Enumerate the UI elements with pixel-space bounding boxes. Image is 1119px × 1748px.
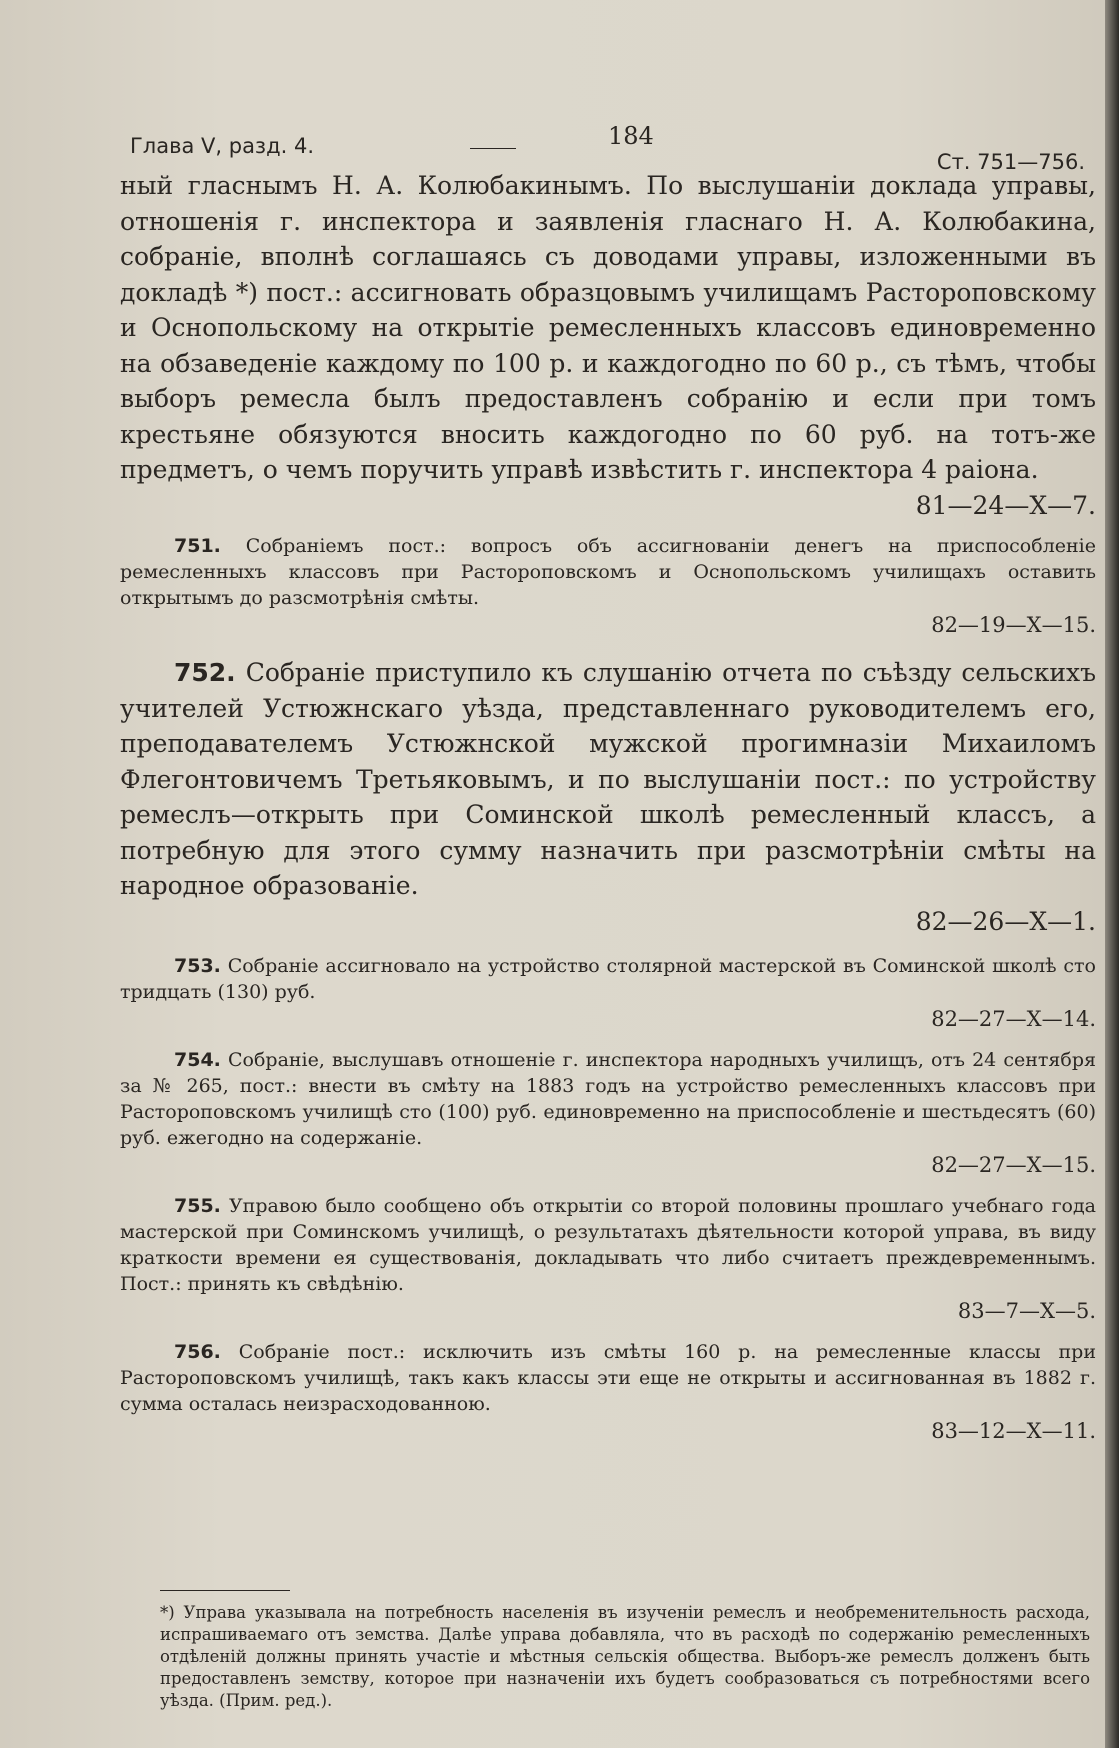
paragraph-756 bbox=[120, 1339, 1096, 1445]
page-number: 184 bbox=[608, 122, 654, 150]
paragraph-number: 755. bbox=[174, 1195, 221, 1217]
paragraph-number: 753. bbox=[174, 955, 221, 977]
intro-paragraph bbox=[120, 168, 1096, 523]
paragraph-reference: 82—27—X—14. bbox=[931, 1007, 1096, 1031]
intro-body: ный гласнымъ Н. А. Колюбакинымъ. По выслушаніи доклада управы, отношенія г. инспектора и заявленія гласнаго Н. А. Колюбакина, собраніе, вполнѣ соглашаясь съ доводами управы, изложенными въ докладѣ *) пост.: ассигновать образцовымъ училищамъ Растороповскому и Оснопольскому на открытіе ремесленныхъ классовъ единовременно на обзаведеніе каждому по 100 р. и каждогодно по 60 р., съ тѣмъ, чтобы выборъ ремесла былъ предоставленъ собранію и если при томъ крестьяне обязуются вносить каждогодно по 60 руб. на тотъ-же предметъ, о чемъ поручить управѣ извѣстить г. инспектора 4 раіона. bbox=[120, 171, 1096, 484]
paragraph-text: Собраніемъ пост.: вопросъ объ ассигнованіи денегъ на приспособленіе ремесленныхъ классовъ при Растороповскомъ и Оснопольскомъ училищахъ оставить открытымъ до разсмотрѣнія смѣты. bbox=[120, 535, 1096, 609]
paragraph-754 bbox=[120, 1047, 1096, 1179]
footnote-marker: *) bbox=[160, 1603, 175, 1622]
chapter-heading: Глава V, разд. 4. bbox=[130, 134, 315, 158]
paragraph-reference: 83—12—X—11. bbox=[931, 1419, 1096, 1443]
paragraph-753 bbox=[120, 953, 1096, 1033]
paragraph-reference: 82—26—X—1. bbox=[915, 906, 1096, 936]
paragraph-number: 752. bbox=[174, 658, 236, 687]
paragraph-752 bbox=[120, 655, 1096, 939]
book-spine-shadow bbox=[1105, 0, 1119, 1748]
footnote bbox=[160, 1602, 1090, 1712]
paragraph-text: Управою было сообщено объ открытіи со второй половины прошлаго учебнаго года мастерской при Соминскомъ училищѣ, о результатахъ дѣятельности которой управа, въ виду краткости времени ея существованія, докладывать что либо считаетъ преждевременнымъ. Пост.: принять къ свѣдѣнію. bbox=[120, 1195, 1096, 1295]
paragraph-751 bbox=[120, 533, 1096, 639]
paragraph-reference: 82—19—X—15. bbox=[931, 613, 1096, 637]
paragraph-reference: 83—7—X—5. bbox=[957, 1299, 1096, 1323]
intro-reference: 81—24—X—7. bbox=[915, 490, 1096, 520]
paragraph-text: Собраніе ассигновало на устройство столярной мастерской въ Соминской школѣ сто тридцать (130) руб. bbox=[120, 955, 1096, 1003]
paragraph-text: Собраніе приступило къ слушанію отчета по съѣзду сельскихъ учителей Устюжнскаго уѣзда, представленнаго руководителемъ его, преподавателемъ Устюжнской мужской прогимназіи Михаиломъ Флегонтовичемъ Третьяковымъ, и по выслушаніи пост.: по устройству ремеслъ—открыть при Соминской школѣ ремесленный классъ, а потребную для этого сумму назначить при разсмотрѣніи смѣты на народное образованіе. bbox=[120, 658, 1097, 900]
page-body bbox=[120, 168, 1096, 1445]
paragraph-755 bbox=[120, 1193, 1096, 1325]
paragraph-text: Собраніе пост.: исключить изъ смѣты 160 р. на ремесленные классы при Растороповскомъ училищѣ, такъ какъ классы эти еще не открыты и ассигнованная въ 1882 г. сумма осталась неизрасходованною. bbox=[120, 1341, 1096, 1415]
paragraph-reference: 82—27—X—15. bbox=[931, 1153, 1096, 1177]
paragraph-number: 756. bbox=[174, 1341, 221, 1363]
intro-text bbox=[120, 168, 1096, 523]
paragraph-number: 754. bbox=[174, 1049, 221, 1071]
footnote-text: Управа указывала на потребность населенія въ изученіи ремеслъ и необременительность расхода, испрашиваемаго отъ земства. Далѣе управа добавляла, что въ расходѣ по содержанію ремесленныхъ отдѣленій должны принять участіе и мѣстныя сельскія общества. Выборъ-же ремеслъ долженъ быть предоставленъ земству, которое при назначеніи ихъ будетъ сообразоваться съ потребностями всего уѣзда. (Прим. ред.). bbox=[160, 1603, 1091, 1710]
column-range: Ст. 751—756. bbox=[936, 150, 1085, 174]
page-number-rule bbox=[470, 148, 516, 149]
footnote-rule bbox=[160, 1590, 290, 1591]
paragraph-text: Собраніе, выслушавъ отношеніе г. инспектора народныхъ училищъ, отъ 24 сентября за № 265, пост.: внести въ смѣту на 1883 годъ на устройство ремесленныхъ классовъ при Растороповскомъ училищѣ сто (100) руб. единовременно на приспособленіе и шестьдесятъ (60) руб. ежегодно на содержаніе. bbox=[120, 1049, 1096, 1149]
paragraph-number: 751. bbox=[174, 535, 221, 557]
